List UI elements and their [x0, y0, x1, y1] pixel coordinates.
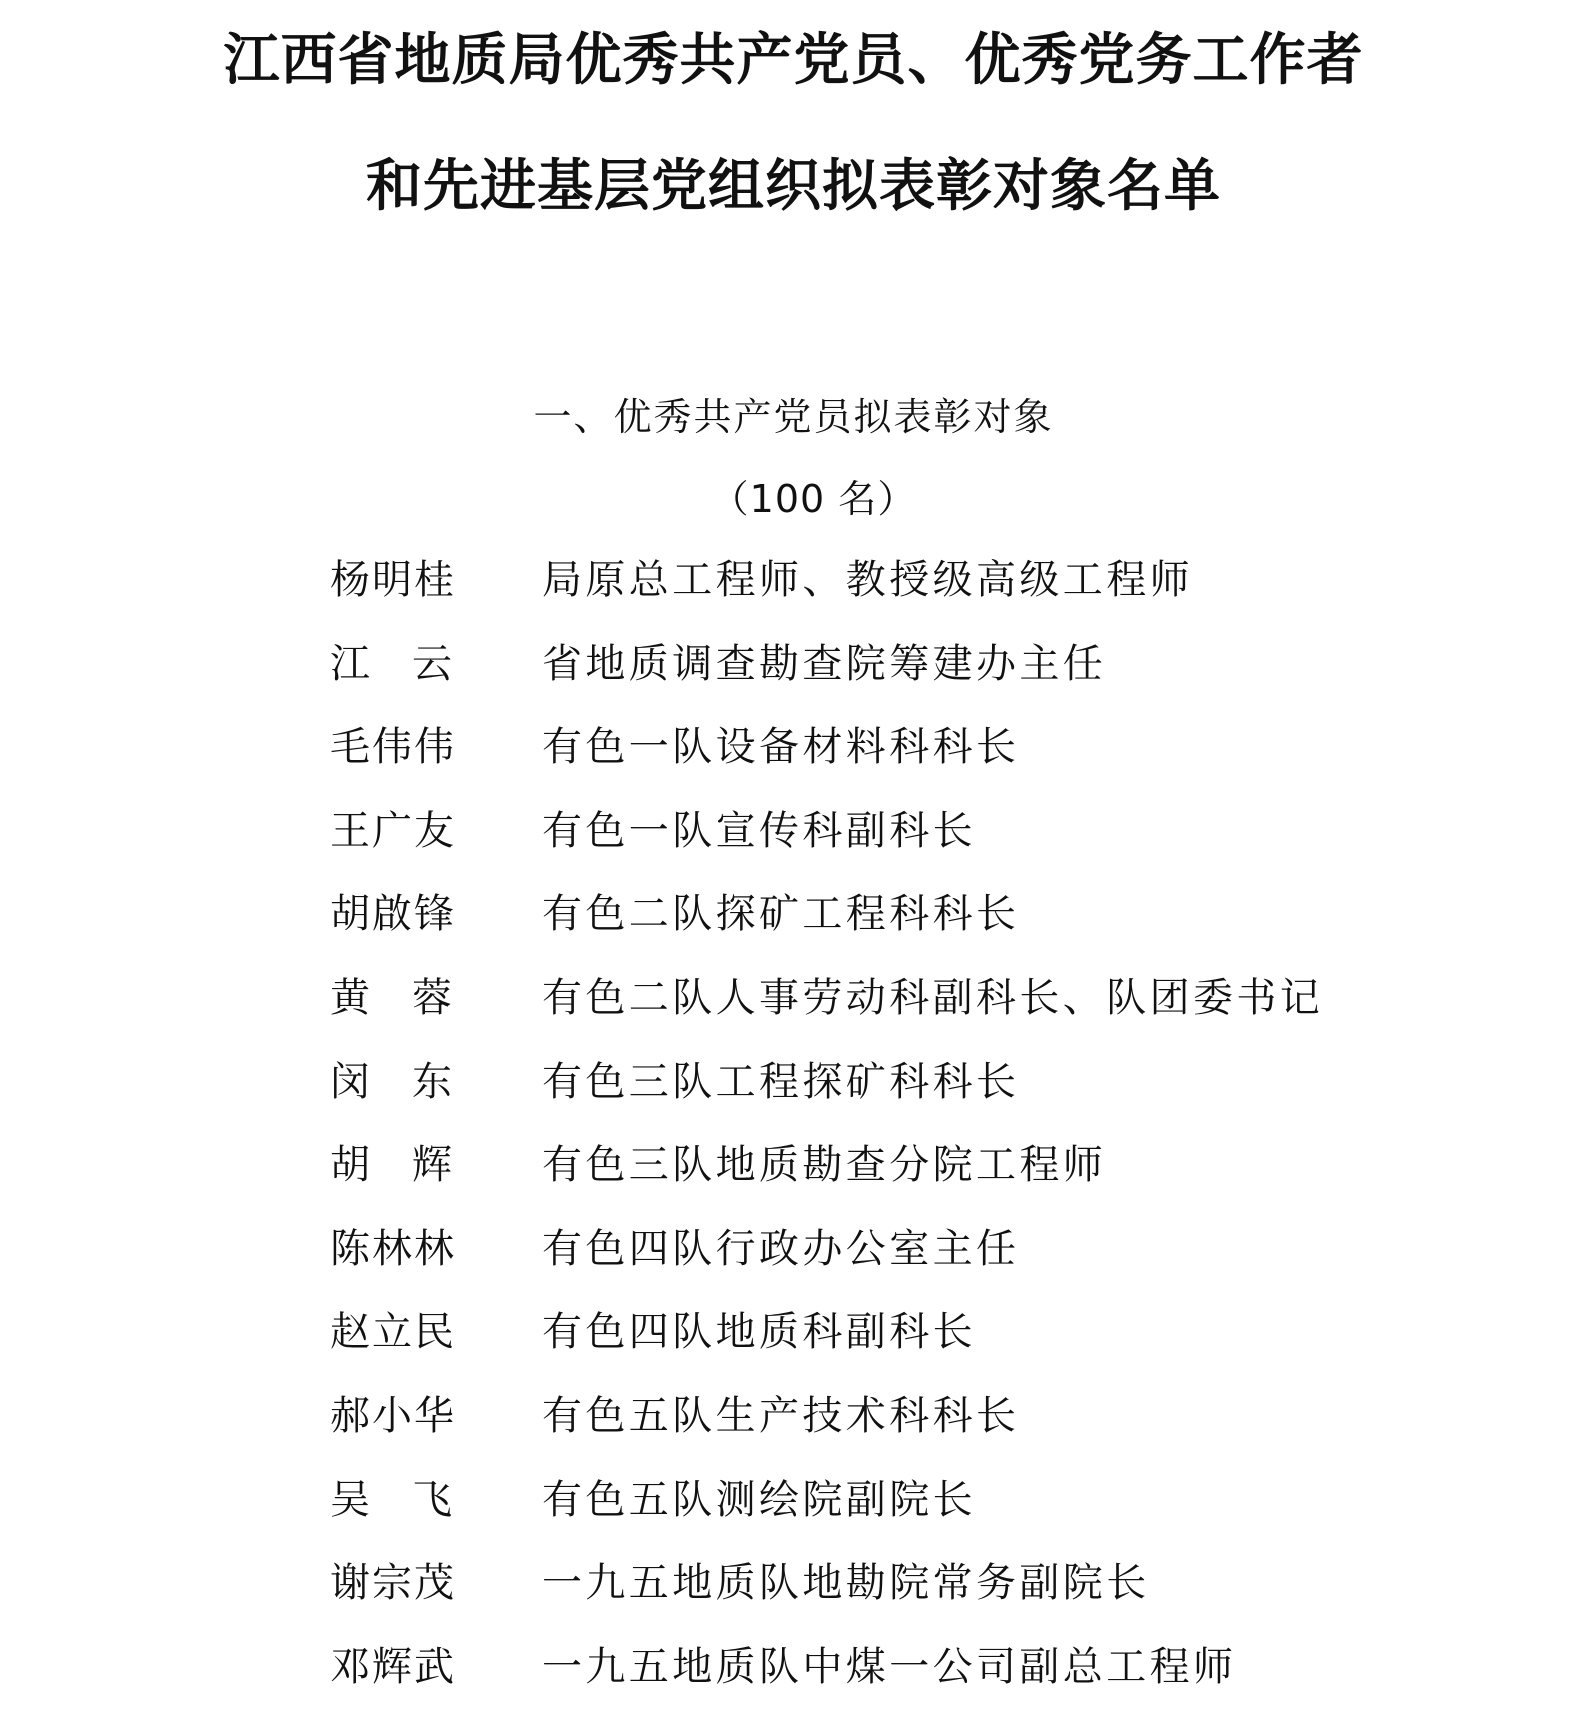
list-item: [330, 1392, 1530, 1480]
honoree-name: 郝小华: [330, 1392, 456, 1439]
honoree-role: 有色二队人事劳动科副科长、队团委书记: [542, 974, 1324, 1021]
honoree-name-char: 吴: [330, 1476, 370, 1523]
document-title-line-1: 江西省地质局优秀共产党员、优秀党务工作者: [223, 27, 1364, 93]
honoree-role: 有色四队地质科副科长: [542, 1309, 976, 1356]
honoree-name: 谢宗茂: [330, 1560, 456, 1607]
honoree-name: 陈林林: [330, 1225, 456, 1272]
honoree-name: 胡啟锋: [330, 891, 456, 938]
honoree-name-char: 蓉: [412, 974, 452, 1021]
list-item: [330, 1225, 1530, 1313]
honoree-role: 局原总工程师、教授级高级工程师: [542, 557, 1193, 603]
honoree-name: 王广友: [330, 807, 456, 854]
count-open-paren: （: [710, 477, 750, 521]
honoree-name-char: 飞: [412, 1476, 452, 1523]
honoree-role: 省地质调查勘查院筹建办主任: [542, 640, 1107, 687]
list-item: [330, 1142, 1530, 1229]
honoree-role: 有色一队设备材料科科长: [542, 724, 1020, 771]
honoree-list: [330, 557, 1530, 1730]
honoree-role: 有色二队探矿工程科科长: [542, 891, 1020, 938]
honoree-role: 有色五队生产技术科科长: [542, 1392, 1020, 1439]
honoree-name: [330, 1476, 452, 1523]
honoree-role: 一九五地质队地勘院常务副院长: [542, 1560, 1150, 1607]
honoree-role: 有色三队地质勘查分院工程师: [542, 1142, 1107, 1189]
section-heading: 一、优秀共产党员拟表彰对象: [533, 395, 1054, 439]
honoree-role: 有色五队测绘院副院长: [542, 1476, 976, 1523]
list-item: [330, 557, 1530, 644]
honoree-name: [330, 974, 452, 1021]
count-close-paren: ）: [877, 477, 917, 521]
recipient-count: [0, 477, 1587, 521]
list-item: [330, 1560, 1530, 1647]
list-item: [330, 1476, 1530, 1564]
honoree-name-char: 东: [412, 1058, 452, 1105]
honoree-name: 邓辉武: [330, 1643, 456, 1690]
list-item: [330, 1309, 1530, 1396]
honoree-name-char: 胡: [330, 1142, 370, 1189]
honoree-role: 有色四队行政办公室主任: [542, 1225, 1020, 1272]
honoree-name: 毛伟伟: [330, 724, 456, 771]
honoree-name-char: 黄: [330, 974, 370, 1021]
honoree-name-char: 江: [330, 640, 370, 687]
list-item: [330, 640, 1530, 728]
honoree-name: [330, 1058, 452, 1105]
list-item: [330, 974, 1530, 1062]
honoree-role: 一九五地质队中煤一公司副总工程师: [542, 1643, 1237, 1690]
list-item: [330, 724, 1530, 811]
document-title-line-2: 和先进基层党组织拟表彰对象名单: [366, 153, 1221, 219]
honoree-name: [330, 640, 452, 687]
honoree-name: 赵立民: [330, 1309, 456, 1356]
list-item: [330, 1058, 1530, 1146]
honoree-name-char: 云: [412, 640, 452, 687]
honoree-role: 有色一队宣传科副科长: [542, 807, 976, 854]
list-item: [330, 1643, 1530, 1730]
count-number: 100: [749, 477, 826, 521]
honoree-name-char: 闵: [330, 1058, 370, 1105]
list-item: [330, 891, 1530, 978]
count-unit: 名: [838, 477, 878, 521]
honoree-role: 有色三队工程探矿科科长: [542, 1058, 1020, 1105]
list-item: [330, 807, 1530, 895]
honoree-name: [330, 1142, 452, 1189]
honoree-name-char: 辉: [412, 1142, 452, 1189]
honoree-name: 杨明桂: [330, 557, 456, 603]
